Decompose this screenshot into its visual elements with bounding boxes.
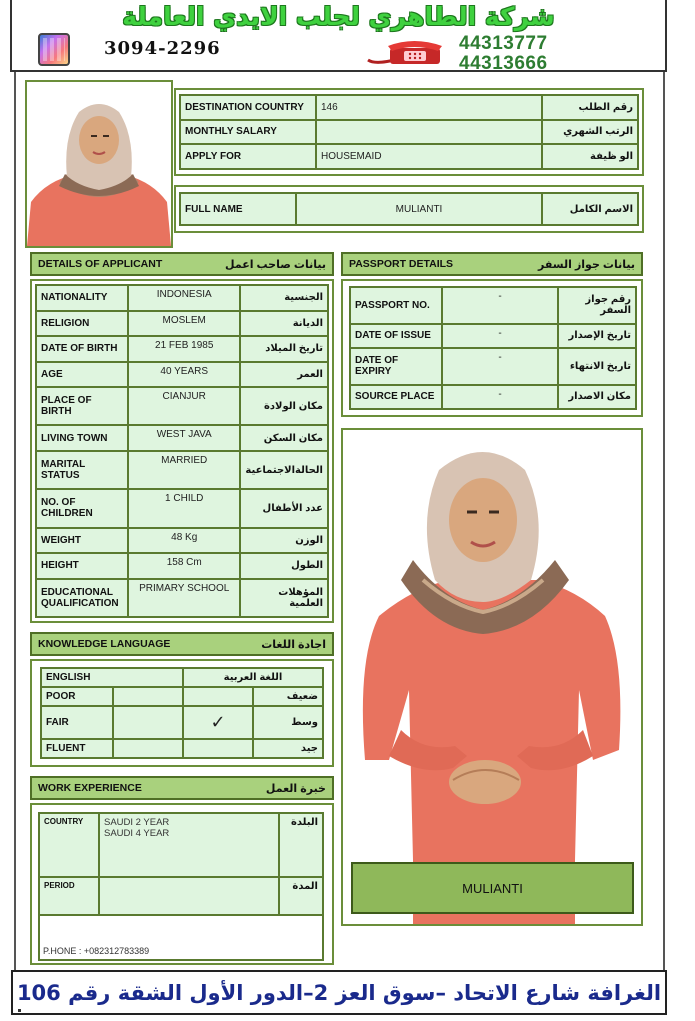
applicant-field-value: MOSLEM — [128, 311, 240, 337]
table-row — [41, 668, 323, 687]
language-section-header — [30, 632, 334, 656]
table-row — [180, 120, 638, 145]
applicant-field-label: AGE — [36, 362, 128, 388]
language-level-label-ar: وسط — [253, 706, 323, 739]
applicant-photo-portrait — [25, 80, 173, 248]
request-number-label-ar: رقم الطلب — [542, 95, 638, 120]
person-full-body-icon — [343, 430, 641, 924]
table-row — [180, 95, 638, 120]
applicant-photo-full — [341, 428, 643, 926]
table-row — [41, 739, 323, 758]
full-name-value: MULIANTI — [296, 193, 542, 225]
application-table — [179, 94, 639, 170]
office-address: الغرافة شارع الاتحاد –سوق العز 2–الدور الأول الشقة رقم 106 — [11, 970, 667, 1015]
applicant-field-value: WEST JAVA — [128, 425, 240, 451]
passport-title: PASSPORT DETAILS — [349, 258, 454, 270]
passport-field-label-ar: مكان الاصدار — [558, 385, 636, 409]
applicant-field-label-ar: عدد الأطفال — [240, 489, 328, 527]
table-row — [350, 324, 636, 348]
table-row — [36, 425, 328, 451]
checkmark-icon — [183, 739, 253, 758]
passport-field-label-ar: تاريخ الانتهاء — [558, 348, 636, 385]
passport-field-value: - — [442, 324, 558, 348]
applicant-field-label: HEIGHT — [36, 553, 128, 579]
passport-section-header — [341, 252, 643, 276]
apply-for-label-ar: الو ظيفة — [542, 144, 638, 169]
landline-numbers — [459, 34, 548, 74]
language-table — [40, 667, 324, 759]
letterhead — [10, 0, 667, 72]
destination-country-label: DESTINATION COUNTRY — [180, 95, 316, 120]
apply-for-value: HOUSEMAID — [316, 144, 542, 169]
checkmark-icon: ✓ — [183, 706, 253, 739]
applicant-field-label-ar: تاريخ الميلاد — [240, 336, 328, 362]
applicant-field-label-ar: العمر — [240, 362, 328, 388]
applicant-field-value: INDONESIA — [128, 285, 240, 311]
monthly-salary-label: MONTHLY SALARY — [180, 120, 316, 145]
language-title-ar: اجادة اللغات — [261, 638, 326, 651]
passport-field-value: - — [442, 385, 558, 409]
experience-title-ar: خبرة العمل — [265, 782, 326, 795]
table-row — [41, 687, 323, 706]
applicant-section-header — [30, 252, 334, 276]
passport-field-label-ar: رقم جواز السفر — [558, 287, 636, 324]
applicant-field-label-ar: مكان الولادة — [240, 387, 328, 425]
passport-field-value: - — [442, 348, 558, 385]
language-level-label-ar: جيد — [253, 739, 323, 758]
applicant-field-label-ar: المؤهلات العلمية — [240, 579, 328, 617]
passport-field-label: SOURCE PLACE — [350, 385, 442, 409]
corner-mark — [18, 1009, 21, 1012]
table-row — [36, 528, 328, 554]
passport-field-label: DATE OF EXPIRY — [350, 348, 442, 385]
table-row — [39, 813, 323, 877]
arabic-header: اللغة العربية — [183, 668, 323, 687]
applicant-field-value: 48 Kg — [128, 528, 240, 554]
english-level-mark — [113, 706, 183, 739]
applicant-field-label: NATIONALITY — [36, 285, 128, 311]
applicant-field-label: RELIGION — [36, 311, 128, 337]
applicant-field-value: 21 FEB 1985 — [128, 336, 240, 362]
applicant-field-label: MARITAL STATUS — [36, 451, 128, 489]
passport-table — [349, 286, 637, 410]
table-row — [350, 287, 636, 324]
language-level-label: FAIR — [41, 706, 113, 739]
english-level-mark — [113, 739, 183, 758]
applicant-table — [35, 284, 329, 618]
applicant-field-label-ar: الجنسية — [240, 285, 328, 311]
applicant-field-label: EDUCATIONAL QUALIFICATION — [36, 579, 128, 617]
country-label: COUNTRY — [39, 813, 99, 877]
experience-line-2: SAUDI 4 YEAR — [104, 828, 170, 839]
monthly-salary-label-ar: الرتب الشهري — [542, 120, 638, 145]
full-name-label-ar: الاسم الكامل — [542, 193, 638, 225]
telephone-icon — [364, 38, 444, 66]
table-row — [36, 285, 328, 311]
table-row — [36, 362, 328, 388]
apply-for-label: APPLY FOR — [180, 144, 316, 169]
mobile-number: 3094-2296 — [104, 38, 221, 59]
applicant-field-label: NO. OF CHILDREN — [36, 489, 128, 527]
applicant-name-label: MULIANTI — [351, 862, 634, 914]
applicant-field-value: CIANJUR — [128, 387, 240, 425]
checkmark-icon — [183, 687, 253, 706]
applicant-field-value: 1 CHILD — [128, 489, 240, 527]
country-value — [99, 813, 279, 877]
applicant-field-label: LIVING TOWN — [36, 425, 128, 451]
destination-country-value: 146 — [316, 95, 542, 120]
table-row — [39, 877, 323, 915]
applicant-field-label-ar: الحالةالاجتماعية — [240, 451, 328, 489]
phone-contact: P.HONE : +082312783389 — [38, 916, 324, 961]
table-row — [180, 144, 638, 169]
experience-table — [38, 812, 324, 916]
landline-2: 44313666 — [459, 53, 548, 74]
table-row — [350, 348, 636, 385]
table-row — [180, 193, 638, 225]
applicant-field-value: PRIMARY SCHOOL — [128, 579, 240, 617]
applicant-field-label-ar: الطول — [240, 553, 328, 579]
passport-field-label-ar: تاريخ الإصدار — [558, 324, 636, 348]
table-row — [36, 451, 328, 489]
applicant-field-label: WEIGHT — [36, 528, 128, 554]
language-title: KNOWLEDGE LANGUAGE — [38, 638, 171, 650]
landline-1: 44313777 — [459, 33, 548, 54]
applicant-field-value: 158 Cm — [128, 553, 240, 579]
company-name: شركة الطاهري لجلب الايدي العاملة — [122, 2, 555, 31]
applicant-field-value: MARRIED — [128, 451, 240, 489]
language-level-label: POOR — [41, 687, 113, 706]
full-name-table — [179, 192, 639, 226]
table-row — [36, 336, 328, 362]
language-level-label-ar: ضعيف — [253, 687, 323, 706]
english-header: ENGLISH — [41, 668, 183, 687]
country-label-ar: البلدة — [279, 813, 323, 877]
applicant-field-label-ar: مكان السكن — [240, 425, 328, 451]
passport-title-ar: بيانات جواز السفر — [538, 258, 635, 271]
applicant-field-label-ar: الديانة — [240, 311, 328, 337]
passport-field-value: - — [442, 287, 558, 324]
passport-field-label: DATE OF ISSUE — [350, 324, 442, 348]
applicant-title-ar: بيانات صاحب اعمل — [225, 258, 326, 271]
applicant-field-value: 40 YEARS — [128, 362, 240, 388]
table-row — [36, 489, 328, 527]
table-row — [36, 387, 328, 425]
period-label-ar: المدة — [279, 877, 323, 915]
table-row — [36, 579, 328, 617]
period-value — [99, 877, 279, 915]
experience-section-header — [30, 776, 334, 800]
period-label: PERIOD — [39, 877, 99, 915]
applicant-field-label: DATE OF BIRTH — [36, 336, 128, 362]
english-level-mark — [113, 687, 183, 706]
table-row — [350, 385, 636, 409]
passport-field-label: PASSPORT NO. — [350, 287, 442, 324]
experience-line-1: SAUDI 2 YEAR — [104, 817, 170, 828]
smartphone-icon — [38, 33, 70, 66]
table-row — [36, 553, 328, 579]
monthly-salary-value — [316, 120, 542, 145]
person-portrait-icon — [27, 82, 171, 246]
table-row — [41, 706, 323, 739]
table-row — [36, 311, 328, 337]
applicant-field-label-ar: الوزن — [240, 528, 328, 554]
language-level-label: FLUENT — [41, 739, 113, 758]
applicant-title: DETAILS OF APPLICANT — [38, 258, 163, 270]
applicant-field-label: PLACE OF BIRTH — [36, 387, 128, 425]
experience-title: WORK EXPERIENCE — [38, 782, 142, 794]
full-name-label: FULL NAME — [180, 193, 296, 225]
